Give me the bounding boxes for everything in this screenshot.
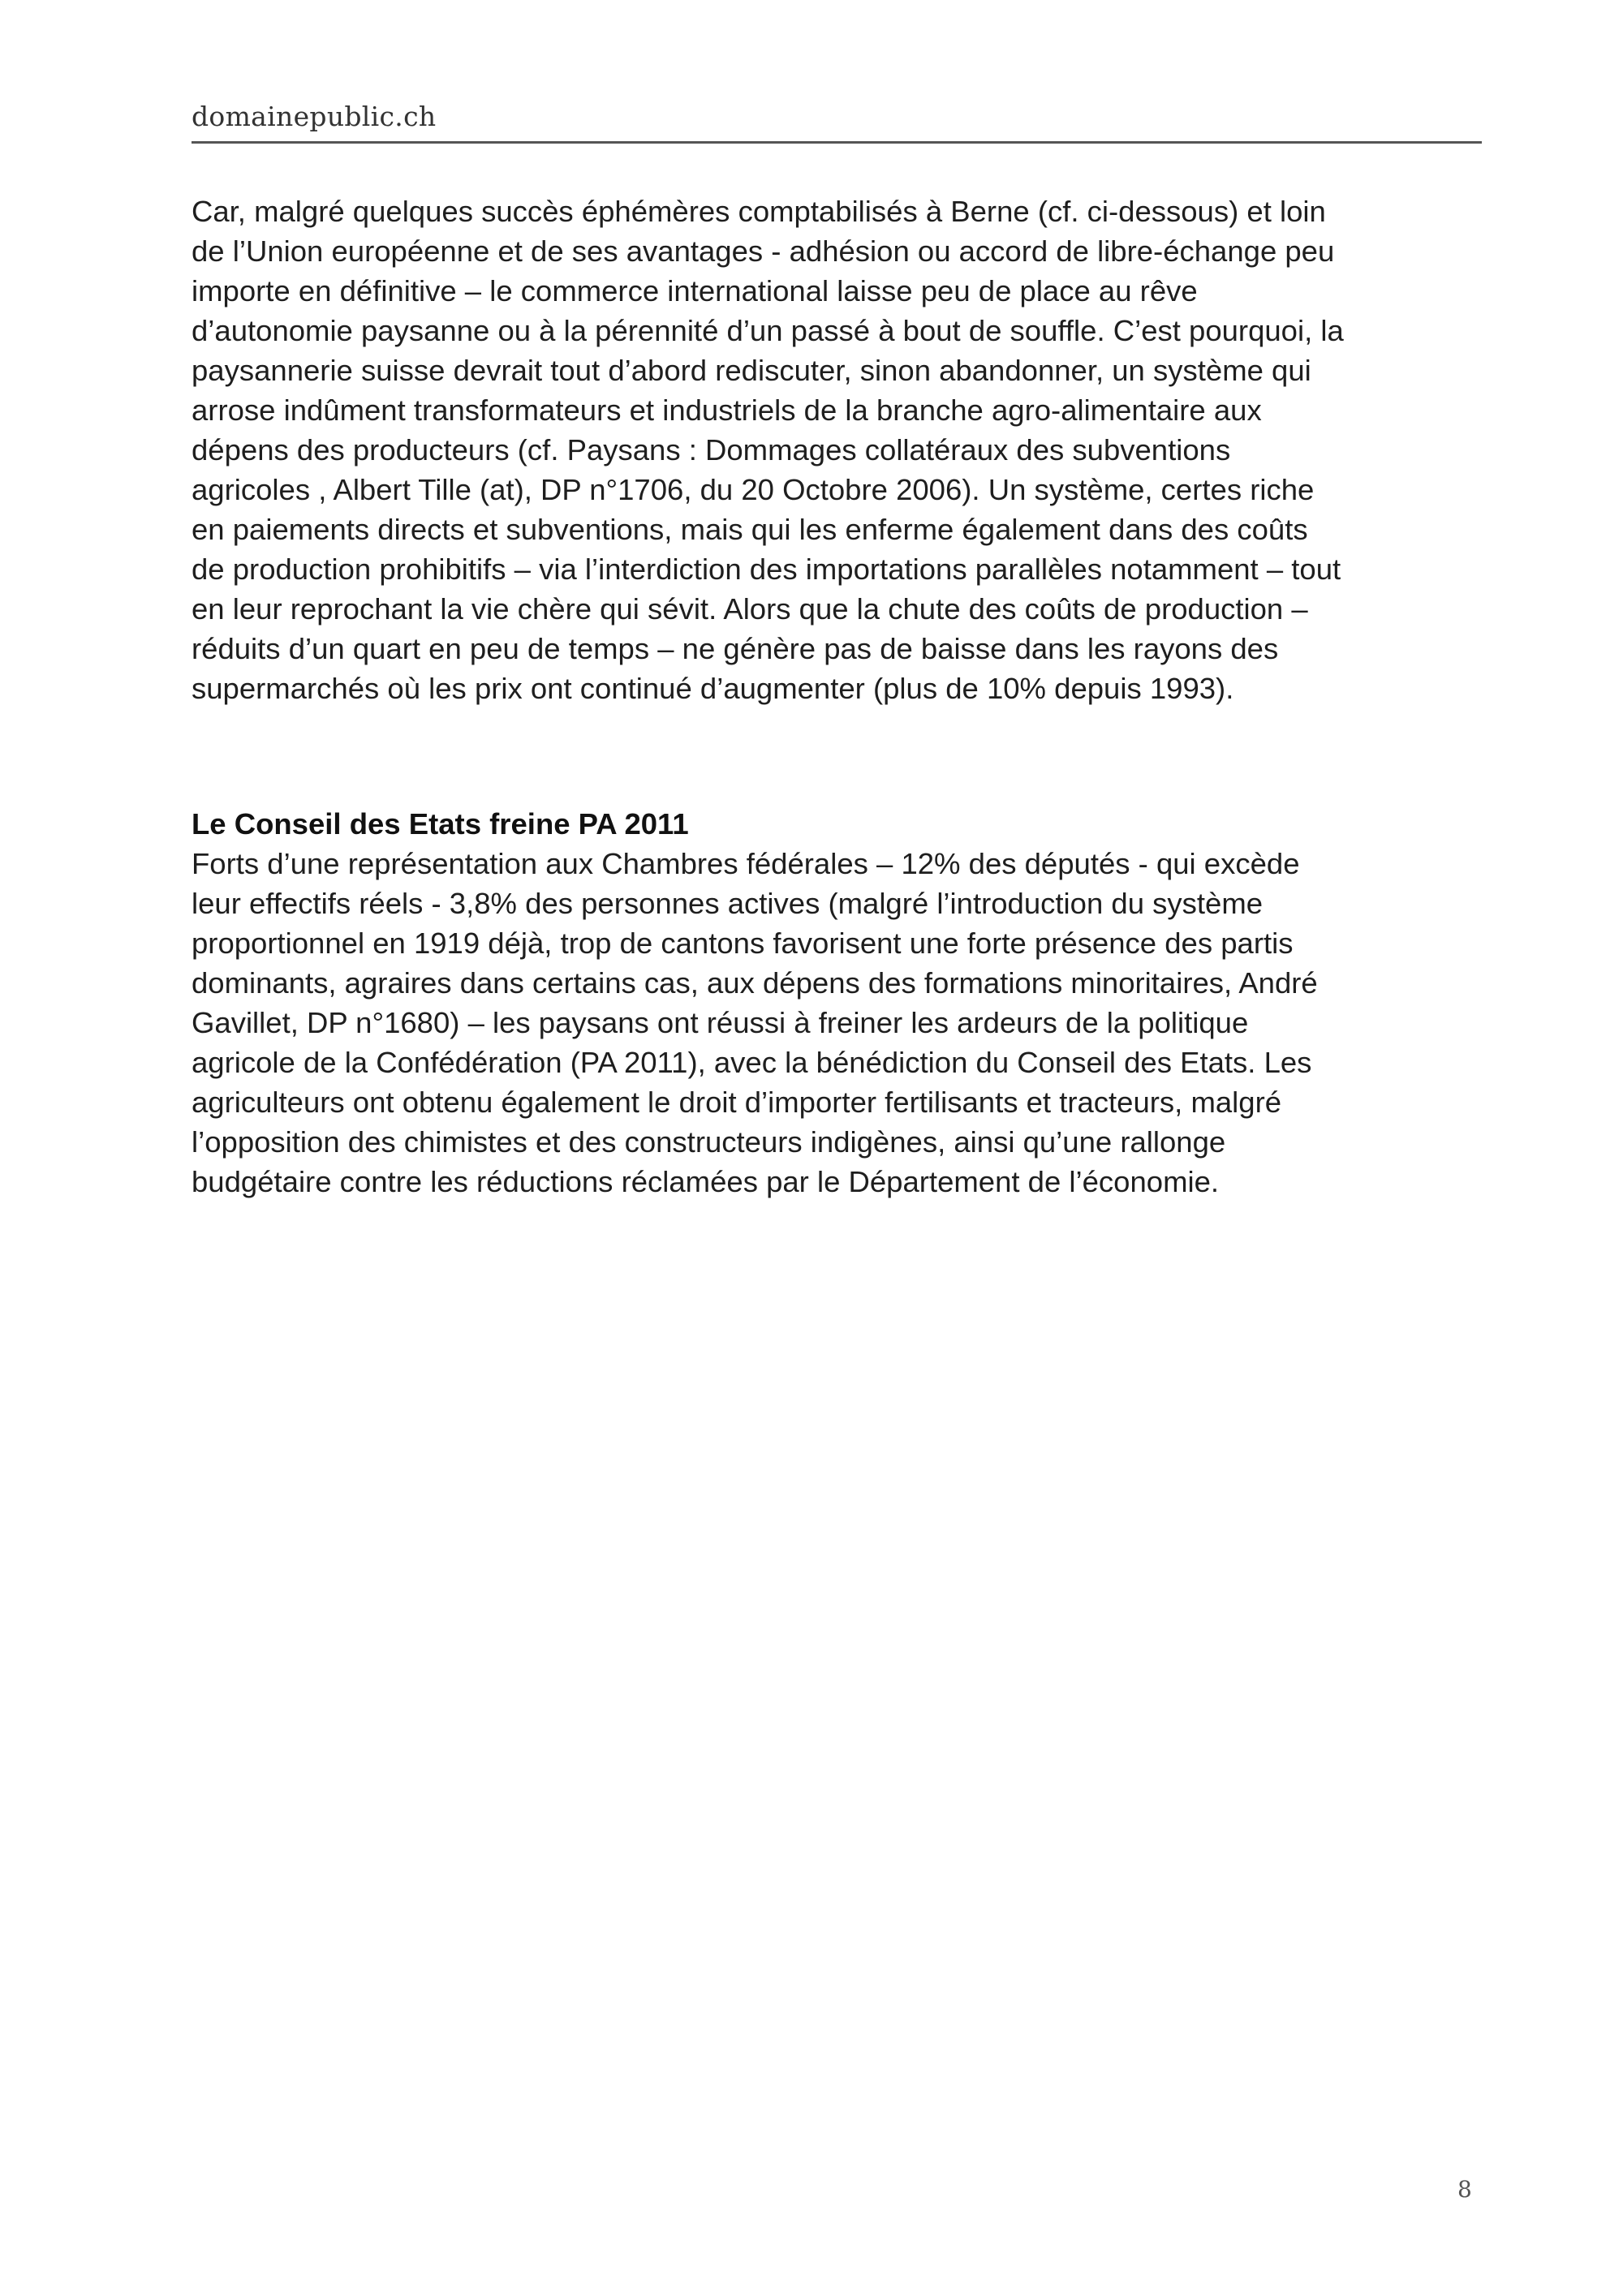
- text-line: l’opposition des chimistes et des constructeurs indigènes, ainsi qu’une rallonge: [192, 1125, 1226, 1159]
- text-line: en leur reprochant la vie chère qui sévit. Alors que la chute des coûts de production –: [192, 592, 1308, 626]
- text-line: agricoles , Albert Tille (at), DP n°1706, du 20 Octobre 2006). Un système, certes riche: [192, 473, 1315, 506]
- section-conseil-des-etats: [192, 804, 1490, 1202]
- page-header: [192, 96, 1482, 144]
- text-line: leur effectifs réels - 3,8% des personnes actives (malgré l’introduction du système: [192, 887, 1264, 920]
- text-line: de l’Union européenne et de ses avantages - adhésion ou accord de libre-échange peu: [192, 234, 1335, 268]
- paragraph-spacer: [192, 708, 1490, 804]
- text-line: dominants, agraires dans certains cas, aux dépens des formations minoritaires, André: [192, 966, 1318, 1000]
- page-number: 8: [1457, 2176, 1472, 2203]
- text-line: Car, malgré quelques succès éphémères comptabilisés à Berne (cf. ci-dessous) et loin: [192, 195, 1326, 228]
- text-line: arrose indûment transformateurs et industriels de la branche agro-alimentaire aux: [192, 393, 1262, 427]
- text-line: d’autonomie paysanne ou à la pérennité d’un passé à bout de souffle. C’est pourquoi, la: [192, 314, 1344, 347]
- paragraph-1: [192, 191, 1490, 708]
- text-line: agricole de la Confédération (PA 2011), avec la bénédiction du Conseil des Etats. Les: [192, 1046, 1312, 1079]
- text-line: agriculteurs ont obtenu également le droit d’importer fertilisants et tracteurs, malgré: [192, 1086, 1282, 1119]
- text-line: proportionnel en 1919 déjà, trop de cantons favorisent une forte présence des partis: [192, 927, 1294, 960]
- text-line: en paiements directs et subventions, mais qui les enferme également dans des coûts: [192, 513, 1308, 546]
- text-line: paysannerie suisse devrait tout d’abord rediscuter, sinon abandonner, un système qui: [192, 354, 1311, 387]
- article-body: [192, 191, 1490, 1202]
- text-line: supermarchés où les prix ont continué d’augmenter (plus de 10% depuis 1993).: [192, 672, 1234, 705]
- text-line: de production prohibitifs – via l’interdiction des importations parallèles notamment – tout: [192, 553, 1341, 586]
- section-heading: Le Conseil des Etats freine PA 2011: [192, 807, 689, 841]
- text-line: importe en définitive – le commerce international laisse peu de place au rêve: [192, 274, 1198, 307]
- text-line: dépens des producteurs (cf. Paysans : Dommages collatéraux des subventions: [192, 433, 1231, 467]
- text-line: budgétaire contre les réductions réclamées par le Département de l’économie.: [192, 1165, 1220, 1198]
- site-name: domainepublic.ch: [192, 101, 437, 132]
- text-line: Gavillet, DP n°1680) – les paysans ont réussi à freiner les ardeurs de la politique: [192, 1006, 1249, 1039]
- text-line: réduits d’un quart en peu de temps – ne génère pas de baisse dans les rayons des: [192, 632, 1279, 665]
- text-line: Forts d’une représentation aux Chambres fédérales – 12% des députés - qui excède: [192, 847, 1300, 880]
